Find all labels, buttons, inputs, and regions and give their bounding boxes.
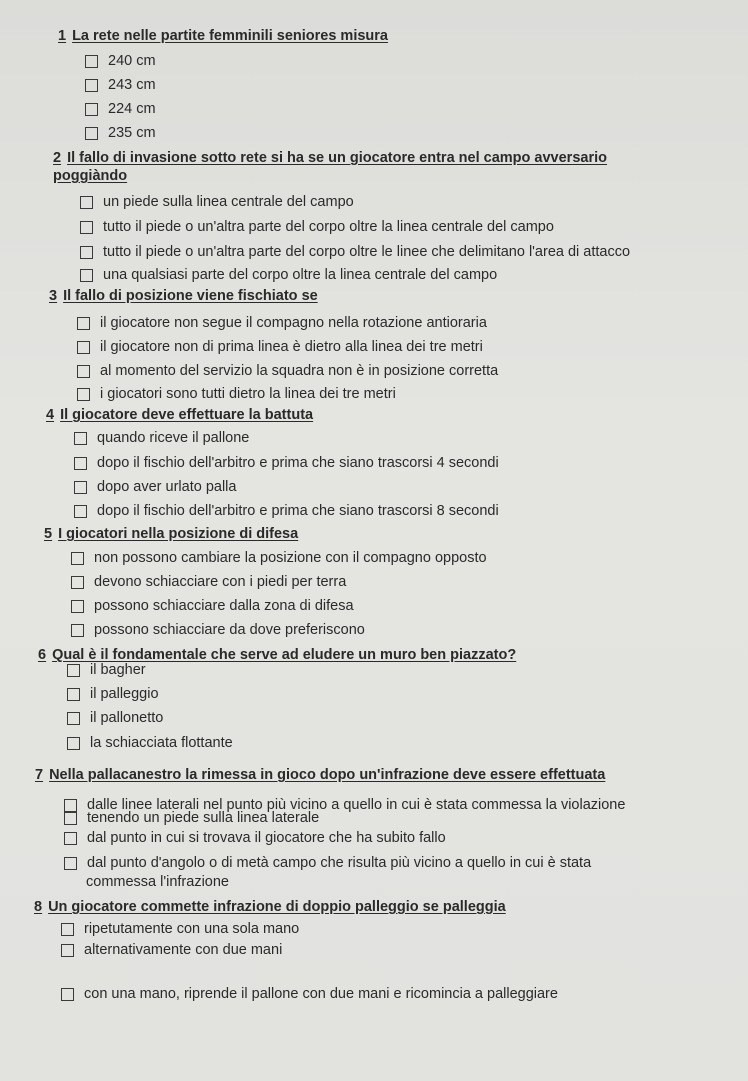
question-8-option-1[interactable]: ripetutamente con una sola mano: [61, 920, 299, 938]
checkbox[interactable]: [80, 196, 93, 209]
question-7-title: 7 Nella pallacanestro la rimessa in gioco dopo un'infrazione deve essere effettuata: [35, 767, 606, 783]
question-5-option-2[interactable]: devono schiacciare con i piedi per terra: [71, 573, 346, 591]
checkbox[interactable]: [77, 341, 90, 354]
question-7-option-4-continuation: commessa l'infrazione: [86, 874, 229, 890]
question-4-option-3[interactable]: dopo aver urlato palla: [74, 478, 236, 496]
checkbox[interactable]: [80, 221, 93, 234]
question-2-option-1[interactable]: un piede sulla linea centrale del campo: [80, 193, 354, 211]
question-1-option-3[interactable]: 224 cm: [85, 100, 156, 118]
checkbox[interactable]: [67, 688, 80, 701]
checkbox[interactable]: [77, 388, 90, 401]
question-7-option-2[interactable]: tenendo un piede sulla linea laterale: [64, 809, 319, 827]
question-2-option-3[interactable]: tutto il piede o un'altra parte del corpo oltre le linee che delimitano l'area di attacco: [80, 243, 630, 261]
question-4-option-4[interactable]: dopo il fischio dell'arbitro e prima che siano trascorsi 8 secondi: [74, 502, 499, 520]
question-2-title-line-2: poggiàndo: [53, 168, 128, 184]
checkbox[interactable]: [64, 812, 77, 825]
question-5-option-3[interactable]: possono schiacciare dalla zona di difesa: [71, 597, 354, 615]
question-2-option-2[interactable]: tutto il piede o un'altra parte del corpo oltre la linea centrale del campo: [80, 218, 554, 236]
checkbox[interactable]: [64, 857, 77, 870]
question-6-option-3[interactable]: il pallonetto: [67, 709, 163, 727]
question-5-option-1[interactable]: non possono cambiare la posizione con il compagno opposto: [71, 549, 487, 567]
question-3-option-3[interactable]: al momento del servizio la squadra non è in posizione corretta: [77, 362, 498, 380]
question-1-option-1[interactable]: 240 cm: [85, 52, 156, 70]
checkbox[interactable]: [74, 481, 87, 494]
question-7-option-3[interactable]: dal punto in cui si trovava il giocatore che ha subito fallo: [64, 829, 446, 847]
question-6-title: 6 Qual è il fondamentale che serve ad eludere un muro ben piazzato?: [38, 647, 517, 663]
checkbox[interactable]: [61, 923, 74, 936]
question-8-option-2[interactable]: alternativamente con due mani: [61, 941, 282, 959]
checkbox[interactable]: [85, 103, 98, 116]
checkbox[interactable]: [61, 944, 74, 957]
question-5-option-4[interactable]: possono schiacciare da dove preferiscono: [71, 621, 365, 639]
checkbox[interactable]: [74, 457, 87, 470]
checkbox[interactable]: [85, 79, 98, 92]
checkbox[interactable]: [85, 55, 98, 68]
checkbox[interactable]: [77, 317, 90, 330]
checkbox[interactable]: [71, 600, 84, 613]
question-7-option-1[interactable]: dalle linee laterali nel punto più vicino a quello in cui è stata commessa la violazione: [64, 796, 625, 814]
checkbox[interactable]: [74, 505, 87, 518]
checkbox[interactable]: [71, 576, 84, 589]
checkbox[interactable]: [71, 552, 84, 565]
question-4-title: 4 Il giocatore deve effettuare la battuta: [46, 407, 314, 423]
question-6-option-4[interactable]: la schiacciata flottante: [67, 734, 233, 752]
question-1-option-4[interactable]: 235 cm: [85, 124, 156, 142]
checkbox[interactable]: [80, 269, 93, 282]
question-6-option-1[interactable]: il bagher: [67, 661, 146, 679]
question-1-title: 1 La rete nelle partite femminili seniores misura: [58, 28, 388, 44]
question-3-option-1[interactable]: il giocatore non segue il compagno nella rotazione antioraria: [77, 314, 487, 332]
question-3-option-2[interactable]: il giocatore non di prima linea è dietro alla linea dei tre metri: [77, 338, 483, 356]
question-4-option-2[interactable]: dopo il fischio dell'arbitro e prima che siano trascorsi 4 secondi: [74, 454, 499, 472]
checkbox[interactable]: [77, 365, 90, 378]
question-5-title: 5 I giocatori nella posizione di difesa: [44, 526, 299, 542]
question-7-option-4[interactable]: dal punto d'angolo o di metà campo che risulta più vicino a quello in cui è stata: [64, 854, 591, 872]
question-1-option-2[interactable]: 243 cm: [85, 76, 156, 94]
question-8-option-3[interactable]: con una mano, riprende il pallone con due mani e ricomincia a palleggiare: [61, 985, 558, 1003]
checkbox[interactable]: [64, 832, 77, 845]
question-3-option-4[interactable]: i giocatori sono tutti dietro la linea dei tre metri: [77, 385, 396, 403]
checkbox[interactable]: [67, 664, 80, 677]
question-4-option-1[interactable]: quando riceve il pallone: [74, 429, 249, 447]
question-3-title: 3 Il fallo di posizione viene fischiato se: [49, 288, 318, 304]
question-2-title: 2 Il fallo di invasione sotto rete si ha se un giocatore entra nel campo avversario: [53, 150, 607, 166]
checkbox[interactable]: [67, 737, 80, 750]
question-6-option-2[interactable]: il palleggio: [67, 685, 159, 703]
checkbox[interactable]: [85, 127, 98, 140]
question-8-title: 8 Un giocatore commette infrazione di doppio palleggio se palleggia: [34, 899, 506, 915]
question-2-option-4[interactable]: una qualsiasi parte del corpo oltre la linea centrale del campo: [80, 266, 497, 284]
checkbox[interactable]: [74, 432, 87, 445]
checkbox[interactable]: [80, 246, 93, 259]
checkbox[interactable]: [61, 988, 74, 1001]
checkbox[interactable]: [71, 624, 84, 637]
checkbox[interactable]: [67, 712, 80, 725]
